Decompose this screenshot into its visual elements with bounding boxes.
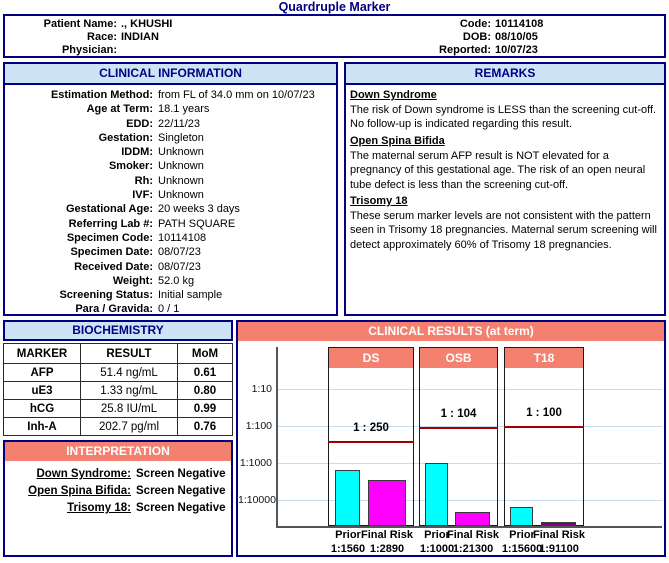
remarks-section-text: These serum marker levels are not consistent with the pattern seen in Trisomy 18 pregnancies. Maternal serum screening will detect approximately 60% of Trisomy 18 pregnancies. [350, 210, 657, 251]
biochem-cell: 0.80 [178, 382, 233, 400]
interpretation-header: INTERPRETATION [5, 442, 231, 461]
interpretation-label: Trisomy 18: [67, 502, 131, 515]
interpretation-row [5, 500, 231, 517]
biochem-cell: 25.8 IU/mL [81, 400, 178, 418]
risk-panel-title: OSB [420, 348, 497, 368]
interpretation-value: Screen Negative [136, 485, 226, 498]
remarks-section-text: The maternal serum AFP result is NOT elevated for a pregnancy of this gestational age. The risk of an open neural tube defect is less than the screening cut-off. [350, 149, 646, 191]
cutoff-line-osb [419, 427, 498, 429]
biochem-row [4, 364, 233, 382]
clinical-results-panel [236, 320, 666, 557]
report-title: Quardruple Marker [278, 0, 391, 14]
biochem-cell: AFP [4, 364, 81, 382]
cutoff-line-ds [328, 441, 414, 443]
cutoff-line-t18 [504, 426, 584, 428]
remarks-body [346, 85, 664, 252]
clinical-info-label: IVF: [132, 189, 153, 202]
clinical-info-row [5, 102, 336, 116]
risk-chart [238, 341, 664, 555]
bar-value-label: 1:91100 [539, 543, 579, 555]
clinical-info-label: Specimen Code: [66, 231, 153, 244]
clinical-info-label: Gestational Age: [66, 203, 153, 216]
risk-panel-t18 [504, 347, 584, 526]
clinical-info-label: Gestation: [98, 131, 153, 144]
biochem-cell: uE3 [4, 382, 81, 400]
bar-name-label: Prior [335, 529, 361, 541]
biochem-cell: Inh-A [4, 418, 81, 436]
bar-name-label: Prior [424, 529, 450, 541]
biochem-cell: 0.99 [178, 400, 233, 418]
clinical-info-row [5, 174, 336, 188]
clinical-info-value: Singleton [158, 131, 204, 144]
clinical-info-row [5, 274, 336, 288]
patient-header-row [285, 18, 663, 31]
interpretation-value: Screen Negative [136, 468, 226, 480]
biochemistry-header: BIOCHEMISTRY [3, 320, 233, 341]
clinical-info-label: IDDM: [121, 146, 153, 159]
clinical-info-label: Estimation Method: [50, 89, 153, 101]
clinical-info-value: 22/11/23 [158, 117, 201, 130]
clinical-info-value: from FL of 34.0 mm on 10/07/23 [158, 89, 315, 101]
biochem-col-header: RESULT [81, 344, 178, 364]
clinical-info-value: 08/07/23 [158, 260, 201, 273]
cutoff-label-osb: 1 : 104 [440, 408, 477, 420]
x-axis-line [276, 526, 662, 528]
clinical-information-rows [5, 85, 336, 317]
clinical-info-value: 0 / 1 [158, 303, 180, 316]
patient-header-label: Code: [459, 18, 491, 30]
patient-header-value: 10/07/23 [495, 44, 538, 57]
patient-header-row [285, 44, 663, 57]
clinical-info-label: Screening Status: [59, 289, 153, 302]
bar-name-label: Prior [509, 529, 535, 541]
clinical-info-value: Unknown [158, 174, 204, 187]
clinical-info-row [5, 117, 336, 131]
clinical-info-label: Weight: [112, 274, 153, 287]
bar-value-label: 1:2890 [369, 543, 405, 555]
clinical-info-label: Received Date: [74, 260, 153, 273]
biochem-cell: 51.4 ng/mL [81, 364, 178, 382]
y-axis-tick-label: 1:10 [251, 383, 272, 395]
patient-header-label: Physician: [61, 44, 117, 57]
interpretation-row [5, 483, 231, 500]
biochem-col-header: MoM [178, 344, 233, 364]
bar-name-label: Final Risk [533, 529, 585, 541]
biochem-cell: 0.61 [178, 364, 233, 382]
biochemistry-table-header-row [4, 344, 233, 364]
patient-header-label: Reported: [439, 44, 491, 57]
interpretation-label: Down Syndrome: [36, 468, 131, 480]
clinical-results-header: CLINICAL RESULTS (at term) [238, 322, 664, 341]
patient-header-right [285, 18, 663, 58]
patient-header-value: 10114108 [495, 18, 544, 30]
risk-panel-title: T18 [505, 348, 583, 368]
y-axis-tick-label: 1:100 [245, 420, 272, 432]
clinical-info-row [5, 260, 336, 274]
clinical-info-label: Rh: [134, 174, 153, 187]
clinical-info-row [5, 288, 336, 302]
clinical-info-row [5, 231, 336, 245]
biochem-cell: 0.76 [178, 418, 233, 436]
clinical-info-value: Unknown [158, 189, 204, 202]
clinical-info-value: Unknown [158, 160, 204, 173]
clinical-info-label: Referring Lab #: [68, 217, 153, 230]
y-axis-line [276, 347, 278, 526]
patient-header-value: INDIAN [121, 31, 159, 44]
patient-header-label: DOB: [462, 31, 491, 44]
cutoff-label-t18: 1 : 100 [526, 407, 562, 419]
clinical-info-value: PATH SQUARE [158, 217, 236, 230]
bar-name-label: Final Risk [447, 529, 499, 541]
patient-header-box [3, 14, 666, 58]
clinical-info-value: 08/07/23 [158, 246, 201, 259]
clinical-info-label: Age at Term: [86, 103, 153, 116]
clinical-info-value: 18.1 years [158, 103, 210, 116]
biochem-cell: 202.7 pg/ml [81, 418, 178, 436]
clinical-info-label: Para / Gravida: [75, 303, 153, 316]
remarks-section-heading: Trisomy 18 [350, 195, 408, 208]
biochem-row [4, 382, 233, 400]
patient-header-label: Patient Name: [43, 18, 117, 30]
clinical-info-row [5, 88, 336, 102]
clinical-info-row [5, 302, 336, 316]
patient-header-row [285, 31, 663, 44]
clinical-info-value: 10114108 [158, 231, 207, 244]
risk-panel-title: DS [329, 348, 413, 368]
patient-header-label: Race: [87, 31, 117, 44]
clinical-info-row [5, 202, 336, 216]
biochem-row [4, 400, 233, 418]
clinical-info-label: EDD: [126, 117, 153, 130]
bar-name-label: Final Risk [361, 529, 413, 541]
clinical-info-row [5, 159, 336, 173]
interpretation-value: Screen Negative [136, 502, 226, 515]
interpretation-label: Open Spina Bifida: [28, 485, 131, 498]
interpretation-rows [5, 461, 231, 518]
bar-value-label: 1:1560 [330, 543, 366, 555]
clinical-info-label: Smoker: [108, 160, 153, 173]
clinical-info-row [5, 217, 336, 231]
bar-value-label: 1:15600 [501, 543, 543, 555]
risk-bar-final [455, 512, 490, 526]
clinical-info-row [5, 145, 336, 159]
clinical-info-row [5, 245, 336, 259]
biochem-row [4, 418, 233, 436]
clinical-info-row [5, 188, 336, 202]
risk-bar-final [541, 522, 576, 526]
patient-header-value: ., KHUSHI [121, 18, 173, 30]
bar-value-label: 1:1000 [419, 543, 455, 555]
risk-bar-prior [510, 507, 533, 526]
biochem-cell: hCG [4, 400, 81, 418]
risk-bar-final [368, 480, 406, 526]
clinical-info-value: Unknown [158, 146, 204, 159]
biochem-cell: 1.33 ng/mL [81, 382, 178, 400]
clinical-info-row [5, 131, 336, 145]
interpretation-panel [3, 440, 233, 557]
y-axis-tick-label: 1:1000 [239, 457, 272, 469]
risk-bar-prior [425, 463, 448, 526]
clinical-info-value: Initial sample [158, 289, 223, 302]
patient-header-value: 08/10/05 [495, 31, 538, 44]
clinical-info-label: Specimen Date: [70, 246, 153, 259]
biochem-col-header: MARKER [4, 344, 81, 364]
clinical-information-panel [3, 62, 338, 316]
remarks-section-heading: Open Spina Bifida [350, 134, 445, 147]
biochemistry-table-wrap [3, 343, 233, 436]
remarks-header: REMARKS [346, 64, 664, 85]
clinical-information-header: CLINICAL INFORMATION [5, 64, 336, 85]
biochemistry-table [3, 343, 233, 436]
clinical-info-value: 52.0 kg [158, 274, 195, 287]
bar-value-label: 1:21300 [452, 543, 494, 555]
remarks-section-heading: Down Syndrome [350, 89, 437, 101]
interpretation-row [5, 466, 231, 483]
cutoff-label-ds: 1 : 250 [353, 422, 389, 434]
remarks-panel [344, 62, 666, 316]
risk-bar-prior [335, 470, 360, 526]
clinical-info-value: 20 weeks 3 days [158, 203, 240, 216]
remarks-section-text: The risk of Down syndrome is LESS than the screening cut-off. No follow-up is indicated regarding this result. [350, 104, 657, 131]
y-axis-tick-label: 1:10000 [238, 494, 276, 506]
